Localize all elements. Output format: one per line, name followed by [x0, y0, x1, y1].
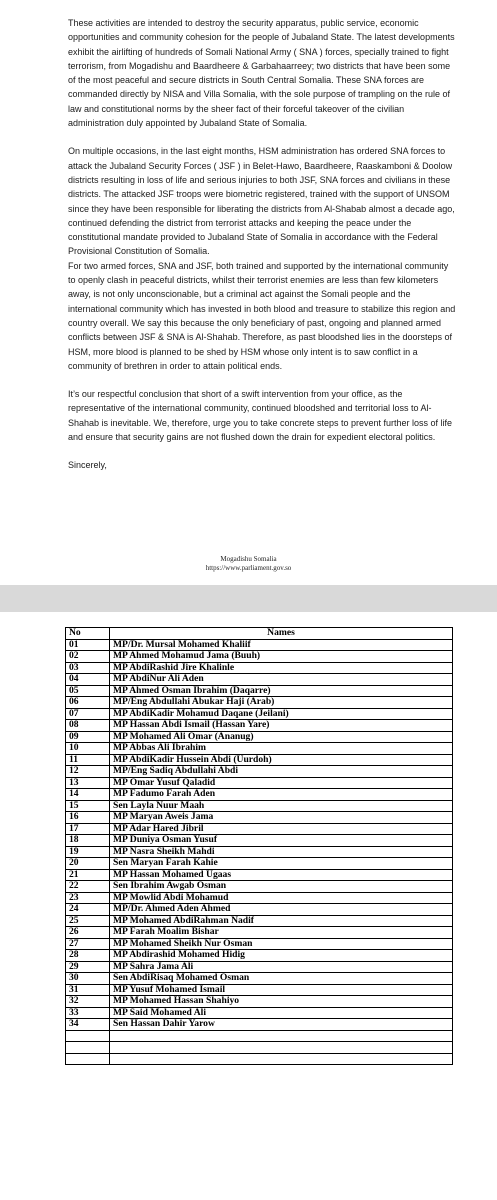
row-number: 03 [66, 662, 110, 674]
row-name: Sen Ibrahim Awgab Osman [110, 881, 453, 893]
row-name: MP Fadumo Farah Aden [110, 789, 453, 801]
row-number: 29 [66, 961, 110, 973]
row-number: 05 [66, 685, 110, 697]
table-row [66, 961, 453, 973]
row-number: 04 [66, 674, 110, 686]
row-number: 02 [66, 651, 110, 663]
row-name: Sen Hassan Dahir Yarow [110, 1019, 453, 1031]
table-row [66, 685, 453, 697]
table-row [66, 892, 453, 904]
paragraph-2: On multiple occasions, in the last eight months, HSM administration has ordered SNA forces to attack the Jubaland Security Forces ( JSF ) in Belet-Hawo, Baardheere, Raaskamboni & Doolow districts resulting in loss of life and serious injuries to both JSF, SNA forces and civilians in these districts. The attacked JSF troops were biometric registered, trained with the support of UNSOM since they have been responsible for liberating the districts from Al-Shabab almost a decade ago, continued defending the district from terrorist attacks and keeping the peace under the constitutional mandate provided to Jubaland State of Somalia in accordance with the Federal Provisional Constitution of Somalia. [68, 146, 455, 257]
table-row [66, 1053, 453, 1065]
row-number: 08 [66, 720, 110, 732]
row-number: 20 [66, 858, 110, 870]
row-number: 14 [66, 789, 110, 801]
letter-footer [0, 555, 497, 573]
row-number: 24 [66, 904, 110, 916]
table-row [66, 789, 453, 801]
row-number: 17 [66, 823, 110, 835]
row-name: Sen Layla Nuur Maah [110, 800, 453, 812]
header-names: Names [110, 628, 453, 640]
row-number [66, 1042, 110, 1054]
table-row [66, 869, 453, 881]
row-name: MP/Dr. Ahmed Aden Ahmed [110, 904, 453, 916]
row-name: MP Mohamed Hassan Shahiyo [110, 996, 453, 1008]
row-number: 18 [66, 835, 110, 847]
table-row [66, 1019, 453, 1031]
row-number: 15 [66, 800, 110, 812]
row-number: 34 [66, 1019, 110, 1031]
row-number: 23 [66, 892, 110, 904]
row-number: 21 [66, 869, 110, 881]
row-number [66, 1053, 110, 1065]
row-name: MP Yusuf Mohamed Ismail [110, 984, 453, 996]
row-number: 13 [66, 777, 110, 789]
row-name: MP/Eng Sadiq Abdullahi Abdi [110, 766, 453, 778]
table-row [66, 950, 453, 962]
footer-url: https://www.parliament.gov.so [205, 564, 292, 572]
row-name [110, 1030, 453, 1042]
row-name: MP Said Mohamed Ali [110, 1007, 453, 1019]
row-number: 07 [66, 708, 110, 720]
row-name: MP Mohamed AbdiRahman Nadif [110, 915, 453, 927]
header-no: No [66, 628, 110, 640]
row-name: MP Mohamed Sheikh Nur Osman [110, 938, 453, 950]
row-number: 06 [66, 697, 110, 709]
table-row [66, 823, 453, 835]
row-name: MP Abbas Ali Ibrahim [110, 743, 453, 755]
letter-page [0, 0, 497, 585]
table-row [66, 743, 453, 755]
row-number: 22 [66, 881, 110, 893]
table-row [66, 812, 453, 824]
row-name: MP Duniya Osman Yusuf [110, 835, 453, 847]
table-row [66, 927, 453, 939]
row-name: MP Ahmed Osman Ibrahim (Daqarre) [110, 685, 453, 697]
row-name: MP Abdirashid Mohamed Hidig [110, 950, 453, 962]
row-name: MP Hassan Mohamed Ugaas [110, 869, 453, 881]
table-row [66, 731, 453, 743]
table-row [66, 674, 453, 686]
table-row [66, 662, 453, 674]
row-name: MP/Eng Abdullahi Abukar Haji (Arab) [110, 697, 453, 709]
row-number: 01 [66, 639, 110, 651]
row-number: 33 [66, 1007, 110, 1019]
row-name: MP Maryan Aweis Jama [110, 812, 453, 824]
table-body [66, 639, 453, 1065]
paragraph-4: It’s our respectful conclusion that short of a swift intervention from your office, as the representative of the international community, continued bloodshed and territorial loss to Al-Shahab is inevitable. We, therefore, urge you to take concrete steps to prevent further loss of life and ensure that security gains are not flushed down the drain for expedient electoral politics. [68, 389, 453, 443]
table-row [66, 708, 453, 720]
row-name: MP Adar Hared Jibril [110, 823, 453, 835]
paragraph-3: For two armed forces, SNA and JSF, both trained and supported by the international community to openly clash in peaceful districts, whilst their terrorist enemies are less than few kilometers away, is not only unconscionable, but a criminal act against the Somali people and the international community which has invested in both blood and treasure to stabilize this region and country overall. We say this because the only beneficiary of past, ongoing and planned armed conflicts between JSF & SNA is Al-Shahab. Therefore, as past bloodshed lies in the doorsteps of HSM, more blood is planned to be shed by HSM whose only intent is to saw conflict in a community of brethren in order to attain political ends. [68, 260, 456, 371]
table-row [66, 984, 453, 996]
row-name: MP AbdiKadir Mohamud Daqane (Jeilani) [110, 708, 453, 720]
row-name: MP Farah Moalim Bishar [110, 927, 453, 939]
row-name: MP Ahmed Mohamud Jama (Buuh) [110, 651, 453, 663]
table-header-row [66, 628, 453, 640]
table-row [66, 720, 453, 732]
table-row [66, 639, 453, 651]
row-name: MP Omar Yusuf Qaladid [110, 777, 453, 789]
row-name: MP/Dr. Mursal Mohamed Khaliif [110, 639, 453, 651]
table-row [66, 754, 453, 766]
row-number: 30 [66, 973, 110, 985]
table-row [66, 766, 453, 778]
table-row [66, 858, 453, 870]
row-number: 10 [66, 743, 110, 755]
table-row [66, 1007, 453, 1019]
row-number: 25 [66, 915, 110, 927]
table-row [66, 835, 453, 847]
table-row [66, 996, 453, 1008]
closing: Sincerely, [68, 460, 107, 471]
row-name: MP Nasra Sheikh Mahdi [110, 846, 453, 858]
row-number: 12 [66, 766, 110, 778]
table-row [66, 1030, 453, 1042]
paragraph-1: These activities are intended to destroy the security apparatus, public service, economic opportunities and community cohesion for the people of Jubaland State. The latest developments exhibit the airlifting of hundreds of Somali National Army ( SNA ) forces, specially trained to fight terrorism, from Mogadishu and Baardheere & Garbahaarreey; two districts that have been some of the most peaceful and secure districts in South Central Somalia. These SNA forces are commanded directly by NISA and Villa Somalia, with the sole purpose of trampling on the rule of law and constitutional norms by the sheer fact of their forceful takeover of the civilian administration duly appointed by Jubaland State of Somalia. [68, 18, 455, 129]
table-row [66, 904, 453, 916]
table-row [66, 915, 453, 927]
row-number: 28 [66, 950, 110, 962]
row-number: 31 [66, 984, 110, 996]
row-number: 11 [66, 754, 110, 766]
row-name [110, 1053, 453, 1065]
table-row [66, 800, 453, 812]
row-name: MP AbdiNur Ali Aden [110, 674, 453, 686]
row-name: Sen Maryan Farah Kahie [110, 858, 453, 870]
row-name: MP Mohamed Ali Omar (Ananug) [110, 731, 453, 743]
table-row [66, 651, 453, 663]
table-row [66, 938, 453, 950]
row-number: 27 [66, 938, 110, 950]
signatories-table [65, 627, 453, 1065]
row-name: MP AbdiKadir Hussein Abdi (Uurdoh) [110, 754, 453, 766]
row-number: 26 [66, 927, 110, 939]
footer-city: Mogadishu Somalia [220, 555, 277, 563]
table-row [66, 881, 453, 893]
letter-body [68, 16, 458, 473]
row-name: MP Sahra Jama Ali [110, 961, 453, 973]
row-name: MP AbdiRashid Jire Khalinle [110, 662, 453, 674]
table-row [66, 697, 453, 709]
row-name: MP Hassan Abdi Ismail (Hassan Yare) [110, 720, 453, 732]
row-number [66, 1030, 110, 1042]
table-row [66, 1042, 453, 1054]
row-name: Sen AbdiRisaq Mohamed Osman [110, 973, 453, 985]
table-row [66, 777, 453, 789]
row-number: 32 [66, 996, 110, 1008]
row-number: 16 [66, 812, 110, 824]
table-row [66, 973, 453, 985]
row-name: MP Mowlid Abdi Mohamud [110, 892, 453, 904]
table-row [66, 846, 453, 858]
row-number: 09 [66, 731, 110, 743]
row-number: 19 [66, 846, 110, 858]
row-name [110, 1042, 453, 1054]
